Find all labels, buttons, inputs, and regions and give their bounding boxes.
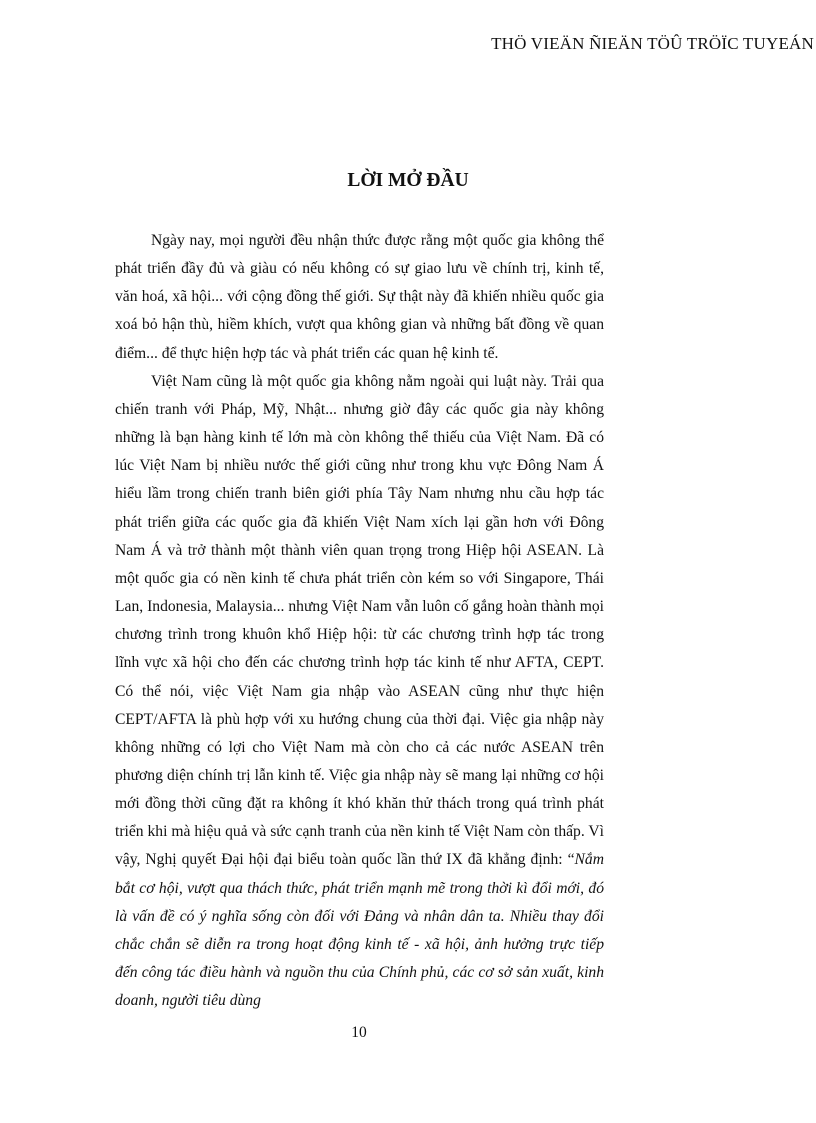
paragraph-2-text: Việt Nam cũng là một quốc gia không nằm ngoài qui luật này. Trải qua chiến tranh với Pháp, Mỹ, Nhật... nhưng giờ đây các quốc gia này không những là bạn hàng kinh tế lớn mà còn không thể thiếu của Việt Nam. Đã có lúc Việt Nam bị nhiều nước thế giới cũng như trong khu vực Đông Nam Á hiểu lầm trong chiến tranh biên giới phía Tây Nam nhưng nhu cầu hợp tác phát triển giữa các quốc gia đã khiến Việt Nam xích lại gần hơn với Đông Nam Á và trở thành một thành viên quan trọng trong Hiệp hội ASEAN. Là một quốc gia có nền kinh tế chưa phát triển còn kém so với Singapore, Thái Lan, Indonesia, Malaysia... nhưng Việt Nam vẫn luôn cố gắng hoàn thành mọi chương trình trong khuôn khổ Hiệp hội: từ các chương trình hợp tác trong lĩnh vực xã hội cho đến các chương trình hợp tác kinh tế như AFTA, CEPT. Có thể nói, việc Việt Nam gia nhập vào ASEAN cũng như thực hiện CEPT/AFTA là phù hợp với xu hướng chung của thời đại. Việc gia nhập này không những có lợi cho Việt Nam mà còn cho cả các nước ASEAN trên phương diện chính trị lẫn kinh tế. Việc gia nhập này sẽ mang lại những cơ hội mới đồng thời cũng đặt ra không ít khó khăn thử thách trong quá trình phát triển khi mà hiệu quả và sức cạnh tranh của nền kinh tế Việt Nam còn thấp. Vì vậy, Nghị quyết Đại hội đại biểu toàn quốc lần thứ IX đã khẳng định: “ — [115, 372, 604, 869]
document-body — [115, 227, 604, 1015]
paragraph-1: Ngày nay, mọi người đều nhận thức được rằng một quốc gia không thể phát triển đầy đủ và giàu có nếu không có sự giao lưu về chính trị, kinh tế, văn hoá, xã hội... với cộng đồng thế giới. Sự thật này đã khiến nhiều quốc gia xoá bỏ hận thù, hiềm khích, vượt qua không gian và những bất đồng về quan điểm... để thực hiện hợp tác và phát triển các quan hệ kinh tế. — [115, 232, 604, 362]
running-header: THÖ VIEÄN ÑIEÄN TÖÛ TRÖÏC TUYEÁN — [491, 34, 814, 53]
page-title: LỜI MỞ ĐẦU — [347, 170, 469, 191]
paragraph-2 — [115, 368, 604, 1016]
page-number: 10 — [351, 1024, 367, 1041]
resolution-quote: Nắm bắt cơ hội, vượt qua thách thức, phát triển mạnh mẽ trong thời kì đổi mới, đó là vấn đề có ý nghĩa sống còn đối với Đảng và nhân dân ta. Nhiều thay đổi chắc chắn sẽ diễn ra trong hoạt động kinh tế - xã hội, ảnh hưởng trực tiếp đến công tác điều hành và nguồn thu của Chính phủ, các cơ sở sản xuất, kinh doanh, người tiêu dùng — [115, 851, 604, 1010]
